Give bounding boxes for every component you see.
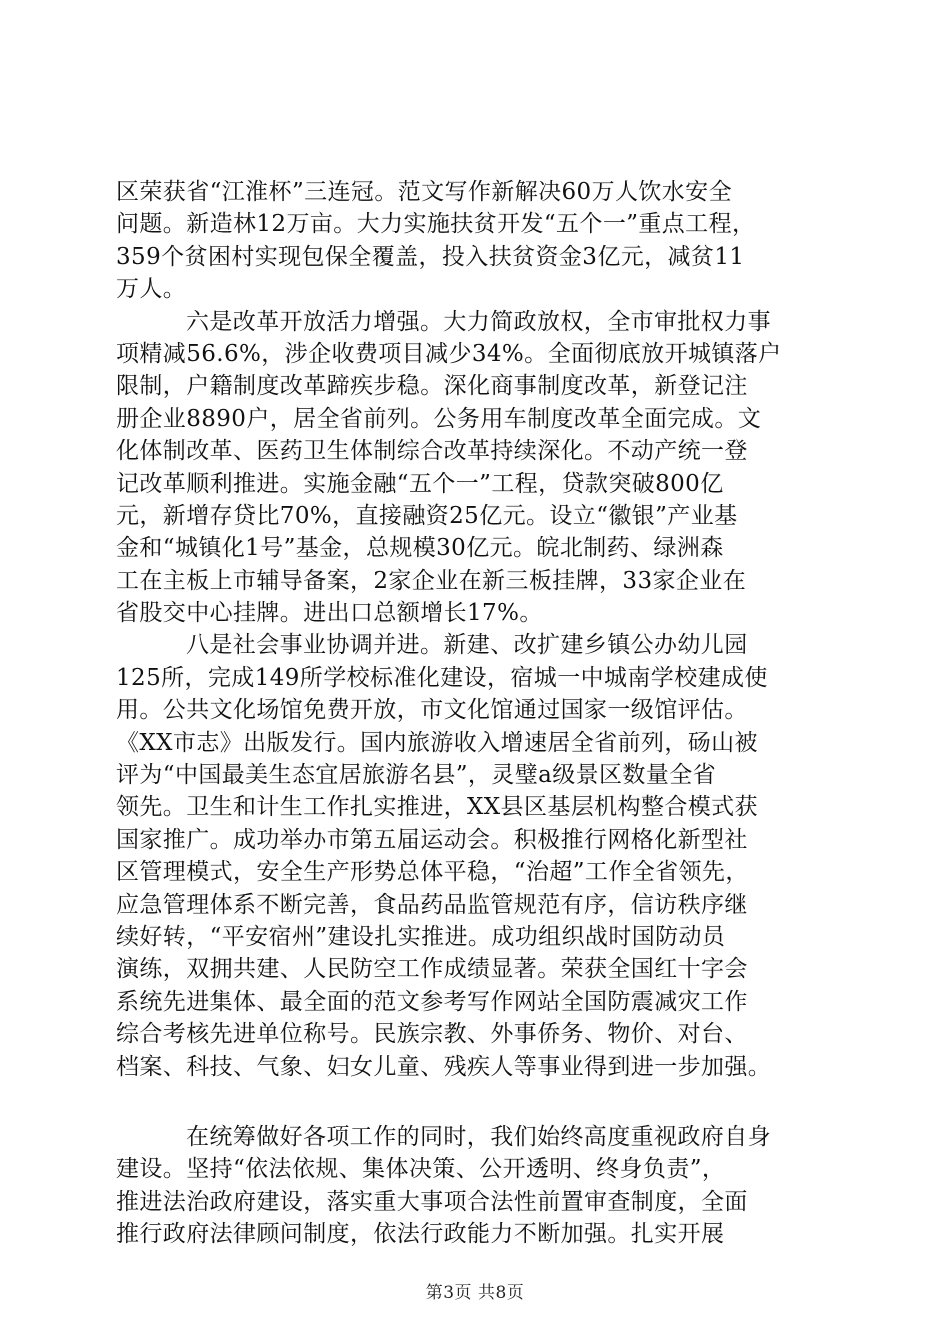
text-line: 元，新增存贷比70%，直接融资25亿元。设立“徽银”产业基 — [116, 502, 738, 529]
text-line: 续好转，“平安宿州”建设扎实推进。成功组织战时国防动员 — [116, 923, 726, 950]
text-line: 应急管理体系不断完善，食品药品监管规范有序，信访秩序继 — [116, 891, 748, 918]
text-line: 金和“城镇化1号”基金，总规模30亿元。皖北制药、绿洲森 — [116, 535, 724, 562]
text-line: 万人。 — [116, 276, 187, 303]
page-number-footer: 第3页 共8页 — [425, 1283, 525, 1303]
text-line: 工在主板上市辅导备案，2家企业在新三板挂牌，33家企业在 — [116, 567, 747, 594]
text-line: 六是改革开放活力增强。大力简政放权，全市审批权力事 — [186, 308, 771, 335]
text-line: 化体制改革、医药卫生体制综合改革持续深化。不动产统一登 — [116, 438, 748, 465]
text-line: 区荣获省“江淮杯”三连冠。范文写作新解决60万人饮水安全 — [116, 179, 732, 205]
text-line: 评为“中国最美生态宜居旅游名县”，灵璧a级景区数量全省 — [116, 762, 717, 789]
text-line: 省股交中心挂牌。进出口总额增长17%。 — [116, 600, 543, 627]
text-line: 125所，完成149所学校标准化建设，宿城一中城南学校建成使 — [116, 664, 768, 691]
text-line: 领先。卫生和计生工作扎实推进，XX县区基层机构整合模式获 — [116, 794, 758, 821]
text-line: 档案、科技、气象、妇女儿童、残疾人等事业得到进一步加强。 — [116, 1053, 772, 1080]
text-line: 推进法治政府建设，落实重大事项合法性前置审查制度，全面 — [116, 1188, 748, 1215]
paragraph-3 — [116, 629, 842, 1082]
text-line: 问题。新造林12万亩。大力实施扶贫开发“五个一”重点工程， — [116, 211, 756, 238]
text-line: 用。公共文化场馆免费开放，市文化馆通过国家一级馆评估。 — [116, 697, 748, 724]
text-line: 限制，户籍制度改革蹄疾步稳。深化商事制度改革，新登记注 — [116, 373, 748, 400]
text-line: 八是社会事业协调并进。新建、改扩建乡镇公办幼儿园 — [186, 632, 748, 659]
text-line: 系统先进集体、最全面的范文参考写作网站全国防震减灾工作 — [116, 988, 748, 1015]
text-line: 演练，双拥共建、人民防空工作成绩显著。荣获全国红十字会 — [116, 956, 748, 983]
text-line: 册企业8890户，居全省前列。公务用车制度改革全面完成。文 — [116, 405, 762, 432]
text-line: 记改革顺利推进。实施金融“五个一”工程，贷款突破800亿 — [116, 470, 724, 497]
paragraph-1 — [116, 176, 842, 306]
text-line: 推行政府法律顾问制度，依法行政能力不断加强。扎实开展 — [116, 1221, 725, 1248]
text-line: 项精减56.6%，涉企收费项目减少34%。全面彻底放开城镇落户 — [116, 340, 782, 367]
paragraph-spacer — [116, 1083, 842, 1121]
text-line: 综合考核先进单位称号。民族宗教、外事侨务、物价、对台、 — [116, 1021, 748, 1048]
text-line: 区管理模式，安全生产形势总体平稳，“治超”工作全省领先， — [116, 859, 749, 886]
text-line: 在统筹做好各项工作的同时，我们始终高度重视政府自身 — [186, 1123, 771, 1150]
text-line: 建设。坚持“依法依规、集体决策、公开透明、终身负责”， — [116, 1156, 726, 1183]
text-line: 《XX市志》出版发行。国内旅游收入增速居全省前列，砀山被 — [116, 729, 758, 756]
text-line: 国家推广。成功举办市第五届运动会。积极推行网格化新型社 — [116, 826, 748, 853]
text-line: 359个贫困村实现包保全覆盖，投入扶贫资金3亿元，减贫11 — [116, 243, 745, 270]
paragraph-2 — [116, 306, 842, 630]
body-text — [116, 176, 842, 1251]
paragraph-4 — [116, 1121, 842, 1251]
